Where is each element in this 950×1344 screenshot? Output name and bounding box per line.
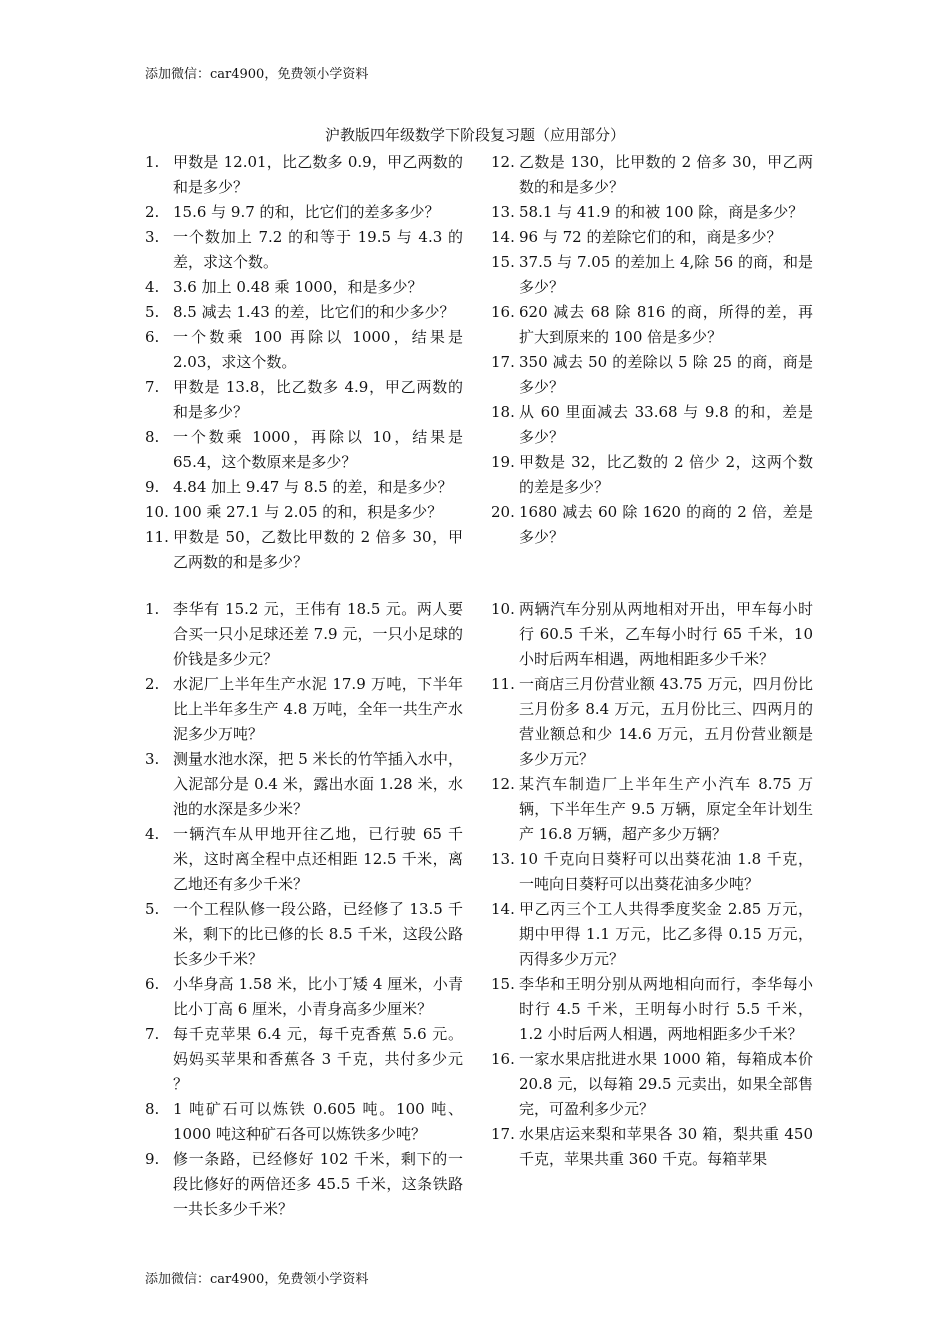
question-text: 一个数乘 1000，再除以 10，结果是 65.4，这个数原来是多少？ (173, 428, 463, 471)
question-number: 18. (491, 403, 515, 421)
question-item (145, 150, 463, 200)
question-text: 甲数是 32，比乙数的 2 倍少 2，这两个数的差是多少？ (519, 453, 813, 496)
question-number: 11. (145, 528, 169, 546)
question-text: 水泥厂上半年生产水泥 17.9 万吨，下半年比上半年多生产 4.8 万吨，全年一共生产水泥多少万吨？ (173, 675, 463, 743)
question-text: 1680 减去 60 除 1620 的商的 2 倍，差是多少？ (519, 503, 813, 546)
question-text: 8.5 减去 1.43 的差，比它们的和少多少？ (173, 303, 455, 321)
question-item (491, 897, 813, 972)
question-number: 17. (491, 1125, 515, 1143)
question-number: 8. (145, 428, 160, 446)
question-number: 7. (145, 378, 160, 396)
question-text: 修一条路，已经修好 102 千米，剩下的一段比修好的两倍还多 45.5 千米，这条铁路一共长多少千米？ (173, 1150, 463, 1218)
question-item (145, 672, 463, 747)
question-text: 测量水池水深，把 5 米长的竹竿插入水中，入泥部分是 0.4 米，露出水面 1.28 米，水池的水深是多少米？ (173, 750, 463, 818)
question-item (145, 200, 463, 225)
question-text: 15.6 与 9.7 的和，比它们的差多多少？ (173, 203, 440, 221)
question-text: 100 乘 27.1 与 2.05 的和，积是多少？ (173, 503, 443, 521)
question-number: 10. (491, 600, 515, 618)
question-text: 一个数乘 100 再除以 1000，结果是 2.03，求这个数。 (173, 328, 463, 371)
question-number: 16. (491, 303, 515, 321)
question-text: 58.1 与 41.9 的和被 100 除，商是多少？ (519, 203, 804, 221)
question-number: 17. (491, 353, 515, 371)
question-number: 1. (145, 153, 160, 171)
question-text: 10 千克向日葵籽可以出葵花油 1.8 千克，一吨向日葵籽可以出葵花油多少吨？ (519, 850, 813, 893)
question-text: 3.6 加上 0.48 乘 1000，和是多少？ (173, 278, 423, 296)
section2-left-column (145, 597, 463, 1222)
question-item (145, 1147, 463, 1222)
question-number: 8. (145, 1100, 160, 1118)
question-text: 水果店运来梨和苹果各 30 箱，梨共重 450 千克，苹果共重 360 千克。每箱苹果 (519, 1125, 813, 1168)
document-title: 沪教版四年级数学下阶段复习题（应用部分） (324, 126, 625, 144)
question-item (491, 597, 813, 672)
question-item (491, 672, 813, 772)
question-text: 小华身高 1.58 米，比小丁矮 4 厘米，小青比小丁高 6 厘米，小青身高多少厘米？ (173, 975, 463, 1018)
question-item (491, 1047, 813, 1122)
question-item (491, 250, 813, 300)
question-item (491, 400, 813, 450)
question-number: 15. (491, 975, 515, 993)
question-number: 14. (491, 900, 515, 918)
question-text: 一家水果店批进水果 1000 箱，每箱成本价 20.8 元，以每箱 29.5 元卖出，如果全部售完，可盈利多少元？ (519, 1050, 813, 1118)
question-text: 1 吨矿石可以炼铁 0.605 吨。100 吨、1000 吨这种矿石各可以炼铁多少吨？ (173, 1100, 463, 1143)
section2-right-column (491, 597, 813, 1172)
question-number: 20. (491, 503, 515, 521)
question-text: 李华和王明分别从两地相向而行，李华每小时行 4.5 千米，王明每小时行 5.5 千米，1.2 小时后两人相遇，两地相距多少千米？ (519, 975, 813, 1043)
question-text: 李华有 15.2 元，王伟有 18.5 元。两人要合买一只小足球还差 7.9 元，一只小足球的价钱是多少元？ (173, 600, 463, 668)
page-footer: 添加微信：car4900，免费领小学资料 (145, 1272, 369, 1287)
question-number: 6. (145, 975, 160, 993)
question-text: 从 60 里面减去 33.68 与 9.8 的和，差是多少？ (519, 403, 813, 446)
question-number: 6. (145, 328, 160, 346)
question-item (145, 972, 463, 1022)
question-number: 19. (491, 453, 515, 471)
question-text: 甲数是 12.01，比乙数多 0.9，甲乙两数的和是多少？ (173, 153, 463, 196)
question-text: 37.5 与 7.05 的差加上 4,除 56 的商，和是多少？ (519, 253, 813, 296)
question-number: 4. (145, 278, 160, 296)
question-text: 甲乙丙三个工人共得季度奖金 2.85 万元，期中甲得 1.1 万元，比乙多得 0.15 万元，丙得多少万元？ (519, 900, 813, 968)
question-item (491, 450, 813, 500)
question-number: 11. (491, 675, 515, 693)
question-item (491, 300, 813, 350)
question-item (145, 747, 463, 822)
question-number: 2. (145, 675, 160, 693)
question-item (491, 847, 813, 897)
question-item (145, 822, 463, 897)
question-item (145, 597, 463, 672)
question-item (145, 325, 463, 375)
question-text: 一个数加上 7.2 的和等于 19.5 与 4.3 的差，求这个数。 (173, 228, 463, 271)
question-text: 某汽车制造厂上半年生产小汽车 8.75 万辆，下半年生产 9.5 万辆，原定全年计划生产 16.8 万辆，超产多少万辆？ (519, 775, 813, 843)
question-item (145, 500, 463, 525)
question-item (145, 1097, 463, 1147)
question-number: 5. (145, 303, 160, 321)
section1-right-column (491, 150, 813, 550)
question-text: 乙数是 130，比甲数的 2 倍多 30，甲乙两数的和是多少？ (519, 153, 813, 196)
question-item (491, 225, 813, 250)
question-number: 12. (491, 153, 515, 171)
question-number: 7. (145, 1025, 160, 1043)
question-text: 每千克苹果 6.4 元，每千克香蕉 5.6 元。妈妈买苹果和香蕉各 3 千克，共付多少元 ？ (173, 1025, 463, 1093)
question-number: 15. (491, 253, 515, 271)
question-item (145, 225, 463, 275)
question-item (491, 350, 813, 400)
question-number: 2. (145, 203, 160, 221)
question-item (491, 772, 813, 847)
section1-left-column (145, 150, 463, 575)
question-text: 620 减去 68 除 816 的商，所得的差，再扩大到原来的 100 倍是多少？ (519, 303, 813, 346)
question-number: 13. (491, 203, 515, 221)
question-text: 一商店三月份营业额 43.75 万元，四月份比三月份多 8.4 万元，五月份比三、四两月的营业额总和少 14.6 万元，五月份营业额是多少万元？ (519, 675, 813, 768)
question-text: 甲数是 13.8，比乙数多 4.9，甲乙两数的和是多少？ (173, 378, 463, 421)
question-text: 一个工程队修一段公路，已经修了 13.5 千米，剩下的比已修的长 8.5 千米，这段公路长多少千米？ (173, 900, 463, 968)
question-item (491, 500, 813, 550)
question-text: 96 与 72 的差除它们的和，商是多少？ (519, 228, 782, 246)
question-item (145, 300, 463, 325)
question-number: 3. (145, 228, 160, 246)
question-number: 1. (145, 600, 160, 618)
question-number: 14. (491, 228, 515, 246)
question-text: 350 减去 50 的差除以 5 除 25 的商，商是多少？ (519, 353, 813, 396)
question-number: 4. (145, 825, 160, 843)
question-number: 9. (145, 1150, 160, 1168)
question-item (145, 525, 463, 575)
question-item (145, 475, 463, 500)
question-number: 13. (491, 850, 515, 868)
question-number: 3. (145, 750, 160, 768)
question-number: 9. (145, 478, 160, 496)
question-number: 10. (145, 503, 169, 521)
question-item (145, 425, 463, 475)
question-item (491, 200, 813, 225)
question-number: 5. (145, 900, 160, 918)
question-item (145, 375, 463, 425)
question-item (145, 275, 463, 300)
question-text: 甲数是 50，乙数比甲数的 2 倍多 30，甲乙两数的和是多少？ (173, 528, 463, 571)
question-item (491, 972, 813, 1047)
question-item (491, 1122, 813, 1172)
page-header: 添加微信：car4900，免费领小学资料 (145, 67, 369, 82)
question-number: 12. (491, 775, 515, 793)
question-item (145, 1022, 463, 1097)
question-text: 一辆汽车从甲地开往乙地，已行驶 65 千米，这时离全程中点还相距 12.5 千米，离乙地还有多少千米？ (173, 825, 463, 893)
question-item (491, 150, 813, 200)
question-number: 16. (491, 1050, 515, 1068)
question-item (145, 897, 463, 972)
question-text: 两辆汽车分别从两地相对开出，甲车每小时行 60.5 千米，乙车每小时行 65 千米，10 小时后两车相遇，两地相距多少千米？ (519, 600, 813, 668)
question-text: 4.84 加上 9.47 与 8.5 的差，和是多少？ (173, 478, 453, 496)
